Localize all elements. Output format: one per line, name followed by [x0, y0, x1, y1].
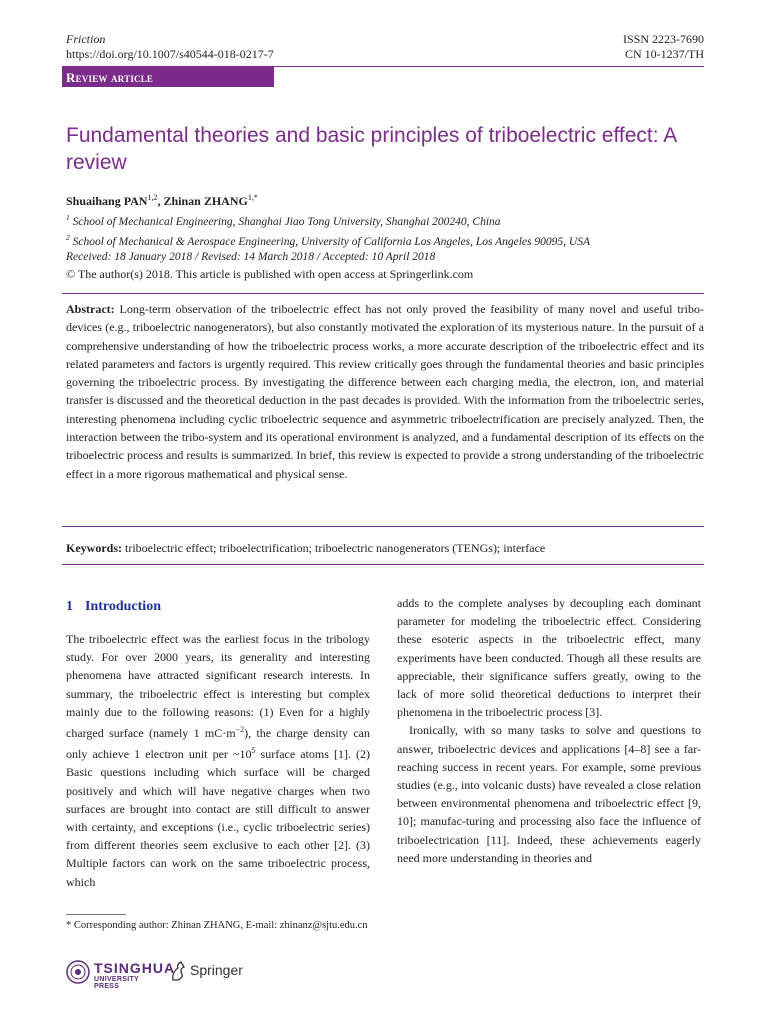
affiliation-text: School of Mechanical Engineering, Shanghai Jiao Tong University, Shanghai 200240, China	[72, 215, 501, 228]
corresponding-author-footnote: * Corresponding author: Zhinan ZHANG, E-mail: zhinanz@sjtu.edu.cn	[66, 920, 368, 931]
tsinghua-subtitle: UNIVERSITY PRESS	[94, 976, 139, 990]
author-separator: ,	[157, 194, 164, 208]
paragraph-text: The triboelectric effect was the earliest focus in the tribology study. For over 2000 years, its generality and interesting phenomena have attracted significant research interests. In summary, the triboelectric effect is interesting but complex mainly due to the following reasons: (1) Even for a highly charged surface (namely 1 mC·m	[66, 632, 370, 741]
section-number: 1	[66, 599, 73, 614]
affiliation-text: School of Mechanical & Aerospace Engineering, University of California Los Angeles, Los Angeles 90095, USA	[72, 235, 590, 248]
springer-wordmark: Springer	[190, 962, 243, 978]
journal-name: Friction	[66, 32, 106, 46]
article-type-banner	[62, 67, 274, 87]
author-sup: 1,2	[147, 193, 158, 202]
author-list	[66, 193, 258, 209]
section-title: Introduction	[85, 599, 161, 614]
doi-link[interactable]: https://doi.org/10.1007/s40544-018-0217-7	[66, 47, 274, 61]
section-heading	[66, 599, 161, 615]
keywords-bottom-rule	[62, 564, 704, 565]
superscript: −2	[235, 725, 245, 735]
footnote-rule	[66, 914, 126, 915]
issn-block	[623, 32, 704, 62]
affiliation	[66, 230, 590, 250]
article-type: Review article	[66, 70, 154, 85]
springer-horse-icon	[169, 960, 187, 982]
issn: ISSN 2223-7690	[622, 32, 704, 46]
abstract-bottom-rule	[62, 526, 704, 527]
paragraph-text: surface atoms [1]. (2) Basic questions including which surface will be charged positively and which will have negative charges when two surfaces are brought into contact are still difficult to answer with certainty, and exceptions (i.e., cyclic triboelectric series) from different theories seem exclusive to each other [2]. (3) Multiple factors can work on the same triboelectric process, which	[66, 747, 370, 889]
paragraph	[66, 630, 370, 891]
article-title: Fundamental theories and basic principles of triboelectric effect: A review	[66, 124, 677, 174]
keywords	[66, 540, 704, 556]
author-sup: 1,*	[247, 193, 258, 202]
journal-header	[66, 32, 274, 62]
cn-number: CN 10-1237/TH	[625, 47, 704, 61]
tsinghua-seal-icon	[66, 960, 90, 984]
paragraph-text: ), the charge density can only achieve 1 electron unit per ~10	[66, 726, 370, 762]
abstract-label: Abstract:	[66, 302, 115, 316]
tsinghua-wordmark: TSINGHUA	[94, 960, 176, 976]
paragraph: adds to the complete analyses by decoupling each dominant parameter for modeling the triboelectric effect. Considering these esoteric aspects in the triboelectric effect, many experiments have been conducted. Though all these results are appreciable, their significance suffers greatly, owing to the lack of more solid theoretical deductions to interpret their phenomena in the triboelectric process [3].	[397, 596, 701, 720]
author-name: Zhinan ZHANG	[163, 194, 248, 208]
copyright-notice: © The author(s) 2018. This article is published with open access at Springerlink.com	[66, 267, 474, 281]
article-dates: Received: 18 January 2018 / Revised: 14 March 2018 / Accepted: 10 April 2018	[66, 251, 436, 263]
right-column	[397, 594, 701, 867]
author-name: Shuaihang PAN	[66, 194, 148, 208]
affiliation-sup: 1	[66, 213, 70, 222]
abstract	[66, 300, 704, 483]
superscript: 5	[251, 746, 256, 756]
keywords-text: triboelectric effect; triboelectrification; triboelectric nanogenerators (TENGs); interface	[125, 541, 546, 555]
abstract-text: Long-term observation of the triboelectric effect has not only proved the feasibility of many novel and useful tribo-devices (e.g., triboelectric nanogenerators), but also constantly motivated the exploration of its mysterious nature. In the pursuit of a comprehensive understanding of how the triboelectric process works, a more accurate description of the triboelectric effect and its related parameters and factors is urgently required. This review critically goes through the fundamental theories and basic principles governing the triboelectric process. By investigating the difference between each charging media, the electron, ion, and material transfer is discussed and the theoretical deduction in the past decades is provided. With the information from the triboelectric series, interesting phenomena including cyclic triboelectric sequence and asymmetric triboelectrification are precisely analyzed. Then, the interaction between the tribo-system and its operational environment is analyzed, and a fundamental description of its effects on the triboelectric process and results is summarized. In brief, this review is expected to provide a strong understanding of the triboelectric effect in a more rigorous mathematical and physical sense.	[66, 302, 705, 481]
paragraph: Ironically, with so many tasks to solve and questions to answer, triboelectric devices and applications [4–8] see a far-reaching success in recent years. For example, some previous studies (e.g., into volcanic dusts) have revealed a close relation between environmental phenomena and triboelectric effect [9, 10]; manufac-turing and processing also face the influence of triboelectrication [11]. Indeed, these achievements eagerly need more understanding in theories and	[397, 723, 701, 865]
affiliation	[66, 210, 501, 230]
affiliation-sup: 2	[66, 233, 70, 242]
left-column	[66, 630, 370, 891]
keywords-label: Keywords:	[66, 541, 122, 555]
abstract-top-rule	[62, 293, 704, 294]
